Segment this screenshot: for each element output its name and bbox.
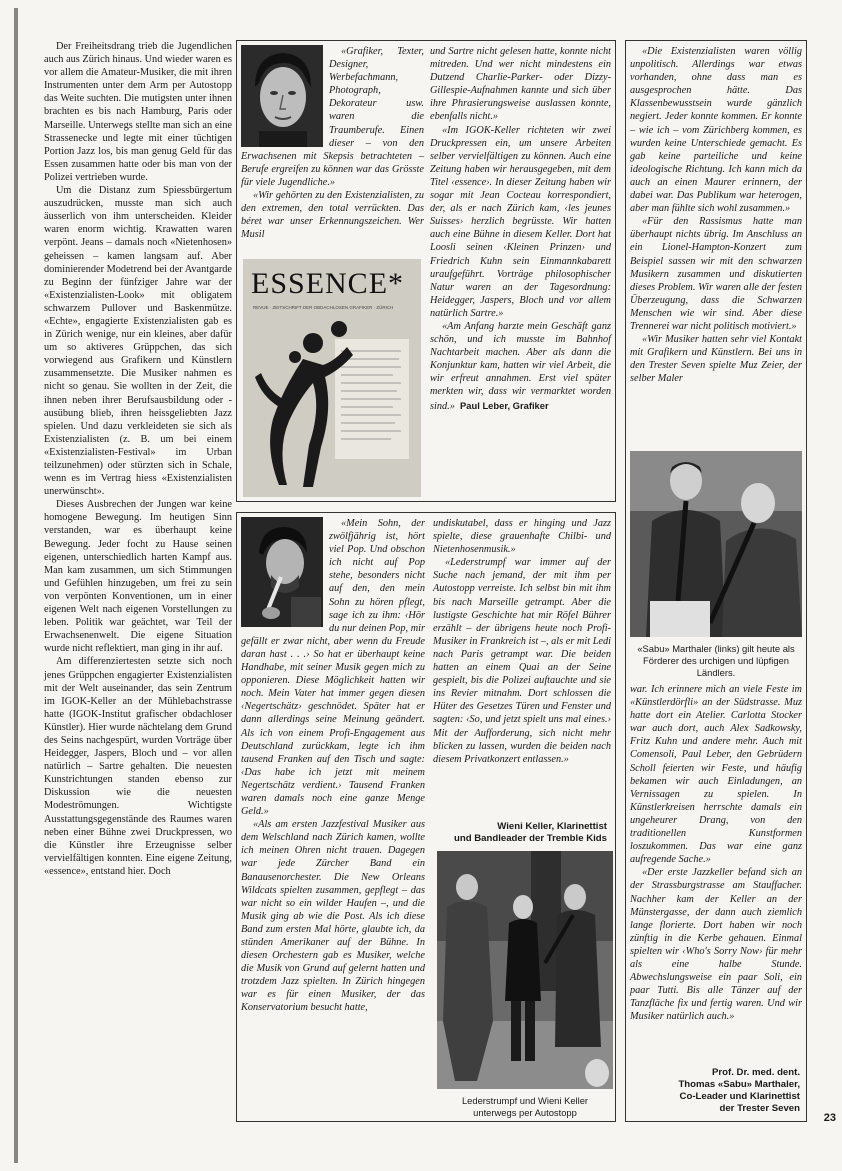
- sabu-signature-line: der Trester Seven: [719, 1103, 800, 1114]
- sabu-quote: «Wir Musiker hatten sehr viel Kontakt mit Grafikern und Künstlern. Bei uns in den Trester Seven spielte Muz Zeier, der selber Maler: [630, 334, 802, 385]
- page-binding-edge: [14, 8, 18, 1163]
- photo-autostopp-image: [437, 851, 613, 1089]
- quote-box-sabu-marthaler: [625, 40, 807, 1122]
- quote-box-wieni-keller: [236, 512, 616, 1122]
- photo-sabu-marthaler-image: [630, 451, 802, 637]
- keller-column-1: [241, 517, 425, 1015]
- keller-quote: «Als am ersten Jazzfestival Musiker aus dem Welschland nach Zürich kamen, wollte ich meinen Ohren nicht trauen. Dagegen war jede Zürcher Band ein Banausenorchester. Die New Orleans Wildcats spielten zusammen, gepflegt – das war nicht so ein wilder Haufen –, und die Musik ging ab wie die Post. Als ich diese Band zum ersten Mal hörte, glaubte ich, da stünden Amerikaner auf der Bühne. In diesen Orchestern gab es Musiker, welche die Musik von Grund auf gelernt hatten und trotzdem Jazz spielten. In Zürich hingegen war es für einen Musiker, der das Konservatorium besucht hatte,: [241, 819, 425, 1014]
- article-paragraph: Der Freiheitsdrang trieb die Jugendlichen auch aus Zürich hinaus. Und wieder waren es vor allem die Amateur-Musiker, die mit ihren Instrumenten unter dem Arm per Autostopp das Weite suchten. Die mutigsten unter ihnen brachten es bis nach Hamburg, Paris oder Marseille. Unterwegs stellte man sich an eine Strassenecke und legte mit einer tüchtigen Portion Jazz los, bis man genug Geld für das Essen zusammen hatte oder bis man von der Polizei vertrieben wurde.: [44, 41, 232, 183]
- portrait-wieni-keller: [241, 517, 323, 627]
- leber-quote: [241, 189, 424, 241]
- essence-cover-subtitle: REVUE · ZEITSCHRIFT DER OBDACHLOSEN GRAFIKER · ZÜRICH: [253, 305, 394, 310]
- sabu-quote: «Für den Rassismus hatte man überhaupt nichts übrig. Im Anschluss an ein Lionel-Hampton-Konzert zum Beispiel sassen wir mit den schwarzen Musikern zusammen und diskutierten dieses Problem. Wir waren alle der festen Überzeugung, dass die Schwarzen Menschen wie wir sind. Aber diese Trennerei war nicht politisch motiviert.»: [630, 216, 802, 332]
- leber-quote: «Grafiker, Texter, Designer, Werbefachmann, Photograph, Dekorateur usw. waren die Traumberufe. Einen dieser – von den Erwachsenen mit Skepsis betrachteten – Berufe ergreifen zu können war das Grösste für viele Jugendliche.»: [241, 46, 424, 188]
- leber-quote: «Im IGOK-Keller richteten wir zwei Druckpressen ein, um unsere Arbeiten selber vervielfältigen zu können. Auch eine Zeitung haben wir herausgegeben, mit dem Titel ‹essence›. In dieser Zeitung haben wir sogar mit Jean Cocteau korrespondiert, der, als er nach Zürich kam, ‹les jeunes Suisses› herzlich begrüsste. Wir hatten auch eine Bühne in diesem Keller. Dort hat Loosli seinen ‹Kleinen Prinzen› und Friedrich Kuhn sein Einmannkabarett uraufgeführt. Vorträge philosophischer Natur waren an der Tagesordnung: Heidegger, Jaspers, Bloch und vor allem natürlich Sartre.»: [430, 124, 611, 319]
- sabu-quote: «Die Existenzialisten waren völlig unpolitisch. Allerdings war etwas vorhanden, ohne dass man es ausgesprochen hätte. Das Klassenbewusstsein wurde gänzlich negiert. Jeder konnte kommen. Er konnte – wie ich – vom Zürichberg kommen, es wurden keine Unterschiede gemacht. Es gab keine parteiliche und keine ideologische Richtung. Ich kann mich da auch an einen Maurer erinnern, der dabei war. Das Publikum war heterogen, aber man fühlte sich wohl zusammen.»: [630, 46, 802, 215]
- sabu-signature-line: Prof. Dr. med. dent.: [712, 1067, 800, 1078]
- leber-quote-text: «Wir gehörten zu den Existenzialisten, zu den extremen, den total verrückten. Das béret war unser Erkennungszeichen. Wer Musil: [241, 190, 424, 241]
- keller-photo-caption: Lederstrumpf und Wieni Keller unterwegs per Autostopp: [461, 1095, 589, 1118]
- sabu-photo-caption: «Sabu» Marthaler (links) gilt heute als Förderer des urchigen und lüpfigen Ländlers.: [637, 643, 795, 678]
- keller-signature: [407, 821, 607, 845]
- sabu-signature-line: Co-Leader und Klarinettist: [679, 1091, 800, 1102]
- keller-column-2: [433, 517, 611, 766]
- photo-lederstrumpf-wieni-keller: [437, 851, 613, 1089]
- leber-column-2: [430, 45, 611, 413]
- quote-box-paul-leber: [236, 40, 616, 502]
- page-number: 23: [823, 1112, 836, 1124]
- keller-quote: «Mein Sohn, der zwölfjährig ist, hört viel Pop. Und obschon ich nicht auf Pop stehe, besonders nicht auf den, den mein Sohn zu hören pflegt, sage ich zu ihm: ‹Hör du nur deinen Pop, mir gefällt er zwar nicht, aber wenn du Freude daran hast . . .› So hat er überhaupt keine Handhabe, mit seiner Musik gegen mich zu opponieren. Diese Möglichkeit hatten wir noch. Mein Vater hat immer gegen diesen ‹Negertschätz› geschnödet. Später hat er dann allerdings seine Meinung geändert. Als ich von einem Profi-Engagement aus Deutschland zurückkam, legte ich ihm tausend Franken auf den Tisch und sagte: ‹Das habe ich jetzt mit meinem Negertschätz verdient.› Tausend Franken waren damals noch eine ganze Menge Geld.»: [241, 518, 425, 818]
- article-paragraph: Dieses Ausbrechen der Jungen war keine homogene Bewegung. Im heutigen Sinn verstanden, war es überhaupt keine Bewegung. Jeder focht zu Hause seinen eigenen, unterschiedlich harten Kampf aus. Man kam zusammen, um sich Stimmungen und Gefühlen hinzugeben, um frei zu sein von verpönten Konventionen, um in einer eigenen Welt nach eigenen Vorstellungen zu leben. Politik war geächtet, war Teil der Erwachsenenwelt. Die eigene Situation wurde nicht reflektiert, man ging in ihr auf.: [44, 499, 232, 655]
- sabu-signature-line: Thomas «Sabu» Marthaler,: [678, 1079, 800, 1090]
- keller-quote: undiskutabel, dass er hinging und Jazz spielte, diese grauenhafte Chilbi- und Nietenhosenmusik.»: [433, 518, 611, 556]
- keller-signature-line: und Bandleader der Tremble Kids: [453, 833, 607, 844]
- essence-magazine-cover: [243, 259, 421, 497]
- portrait-paul-leber-image: [241, 45, 323, 147]
- leber-quote: [430, 320, 611, 413]
- sabu-quote: «Der erste Jazzkeller befand sich an der Strassburgstrasse am Stauffacher. Nachher kam der Keller an der Münstergasse, der dann auch ziemlich lange florierte. Dort haben wir noch zünftig in die Kerbe gehauen. Einmal spielten wir ‹Who's Sorry Now› für mehr als eine halbe Stunde. Abwechslungsweise ein paar Soli, ein paar Tutti. Bis alle Tänzer auf der Tanzfläche fix und fertig waren. Und wir Musiker natürlich auch.»: [630, 867, 802, 1023]
- keller-signature-line: Wieni Keller, Klarinettist: [497, 821, 607, 832]
- sabu-column-top: [630, 45, 802, 385]
- essence-cover-title: ESSENCE*: [251, 267, 405, 300]
- sabu-quote: war. Ich erinnere mich an viele Feste im «Künstlerdörfli» an der Südstrasse. Muz hatte dort ein Atelier. Carlotta Stocker war auch dort, auch Alex Sadkowsky, Fritz Kuhn und andere mehr. Auch mit Comensoli, Paul Leber, den Gebrüdern Scholl feierten wir Feste, und häufig bekamen wir auch Einladungen, an Vernissagen zu spielen. In Künstlerkreisen herrschte damals ein ungeheurer Drang, von den traditionellen Kunstformen loszukommen. Das war eine ganz aufregende Sache.»: [630, 684, 802, 866]
- article-paragraph: Am differenziertesten setzte sich noch jenes Grüppchen engagierter Existenzialisten mit der Welt auseinander, das sein Zentrum im IGOK-Keller an der Mühlebachstrasse hatte (IGOK-Institut grafischer obdachloser Künstler). Hier wurde nächtelang dem Grund des Seins nachgespürt, wurden Vorträge über Heidegger, Jaspers, Bloch und – vor allen natürlich – Sartre gehalten. Die neuesten Kunstrichtungen standen ebenso zur Diskussion wie die neuesten Modeströmungen. Wichtigste Ausstattungsgegenstände des Raumes waren neben einer Bühne zwei Druckpressen, wo die Künstler ihre Erzeugnisse selber vervielfältigen konnten. Eine eigene Zeitung, «essence», entstand hier. Doch: [44, 656, 232, 877]
- photo-sabu-marthaler: [630, 451, 802, 637]
- sabu-column-bottom: [630, 683, 802, 1023]
- sabu-signature: [630, 1067, 800, 1115]
- leber-signature: Paul Leber, Grafiker: [460, 399, 549, 411]
- leber-quote: und Sartre nicht gelesen hatte, konnte nicht mitreden. Und wer nicht mindestens ein Dutzend Charlie-Parker- oder Dizzy-Gillespie-Aufnahmen kannte und sich über ihre Phrasierungsweise auslassen konnte, ebenfalls nicht.»: [430, 46, 611, 123]
- leber-column-1: [241, 45, 424, 241]
- article-paragraph: Um die Distanz zum Spiessbürgertum auszudrücken, musste man sich auch äusserlich von ihm unterscheiden. Kleider waren enorm wichtig. Krawatten waren verpönt. Jeans – damals noch «Nietenhosen» geheissen – kamen langsam auf. Aber dominierender Modetrend bei der Avantgarde zu Beginn der fünfziger Jahre war der «Existenzialisten-Look» mit obligatem schwarzem Pullover und Baskenmütze. «Echte», engagierte Existenzialisten gab es in Zürich wenige, nur ein kleines, aber dafür um so aktiveres Grüppchen, das sich vorwiegend aus Grafikern und Künstlern zusammensetzte. Die Musiker nahmen es nicht so genau. Sie wollten in der Zeit, die ihnen neben ihrer Berufsausbildung oder -ausübung blieb, ihren heissgeliebten Jazz spielen. Und dazu verkleideten sie sich als Existenzialisten (z. B. um bei einem «Existenzialisten-Festival» im Urban teilzunehmen) oder stürzten sich in Schale, wenn es im Vertrag hiess «Existenzialisten unerwünscht».: [44, 185, 232, 498]
- leber-quote-text: «Am Anfang harzte mein Geschäft ganz schön, und ich musste im Bahnhof Nachtarbeit machen. Aber als dann die Konjunktur kam, hatten wir viel Arbeit, die wir erfreut annahmen. Erst viel später merkten wir, dass wir vermarktet worden sind.»: [430, 320, 611, 412]
- portrait-wieni-keller-image: [241, 517, 323, 627]
- main-article-column: [44, 40, 232, 878]
- keller-quote: «Lederstrumpf war immer auf der Suche nach jemand, der mit ihm per Autostopp verreiste. Ich selbst bin mit ihm bis nach Marseille getrampt. Aber die lustigste Geschichte hat mir Röfel Bührer erzählt – der übrigens heute noch Profi-Musiker in Frankreich ist –, als er mit Ledi nach Paris getrampt war. Die beiden hatten an einem Quai an der Seine gespielt, bis die Polizei auftauchte und sie ins Revier mitnahm. Dort schlossen die Hüter des Gesetzes Türen und Fenster und sagten: ‹So, und jetzt spielt uns mal eines.› Mit der Aufforderung, sich nicht mehr blicken zu lassen, wurden die beiden nach diesem Privatkonzert entlassen.»: [433, 557, 611, 765]
- portrait-paul-leber: [241, 45, 323, 147]
